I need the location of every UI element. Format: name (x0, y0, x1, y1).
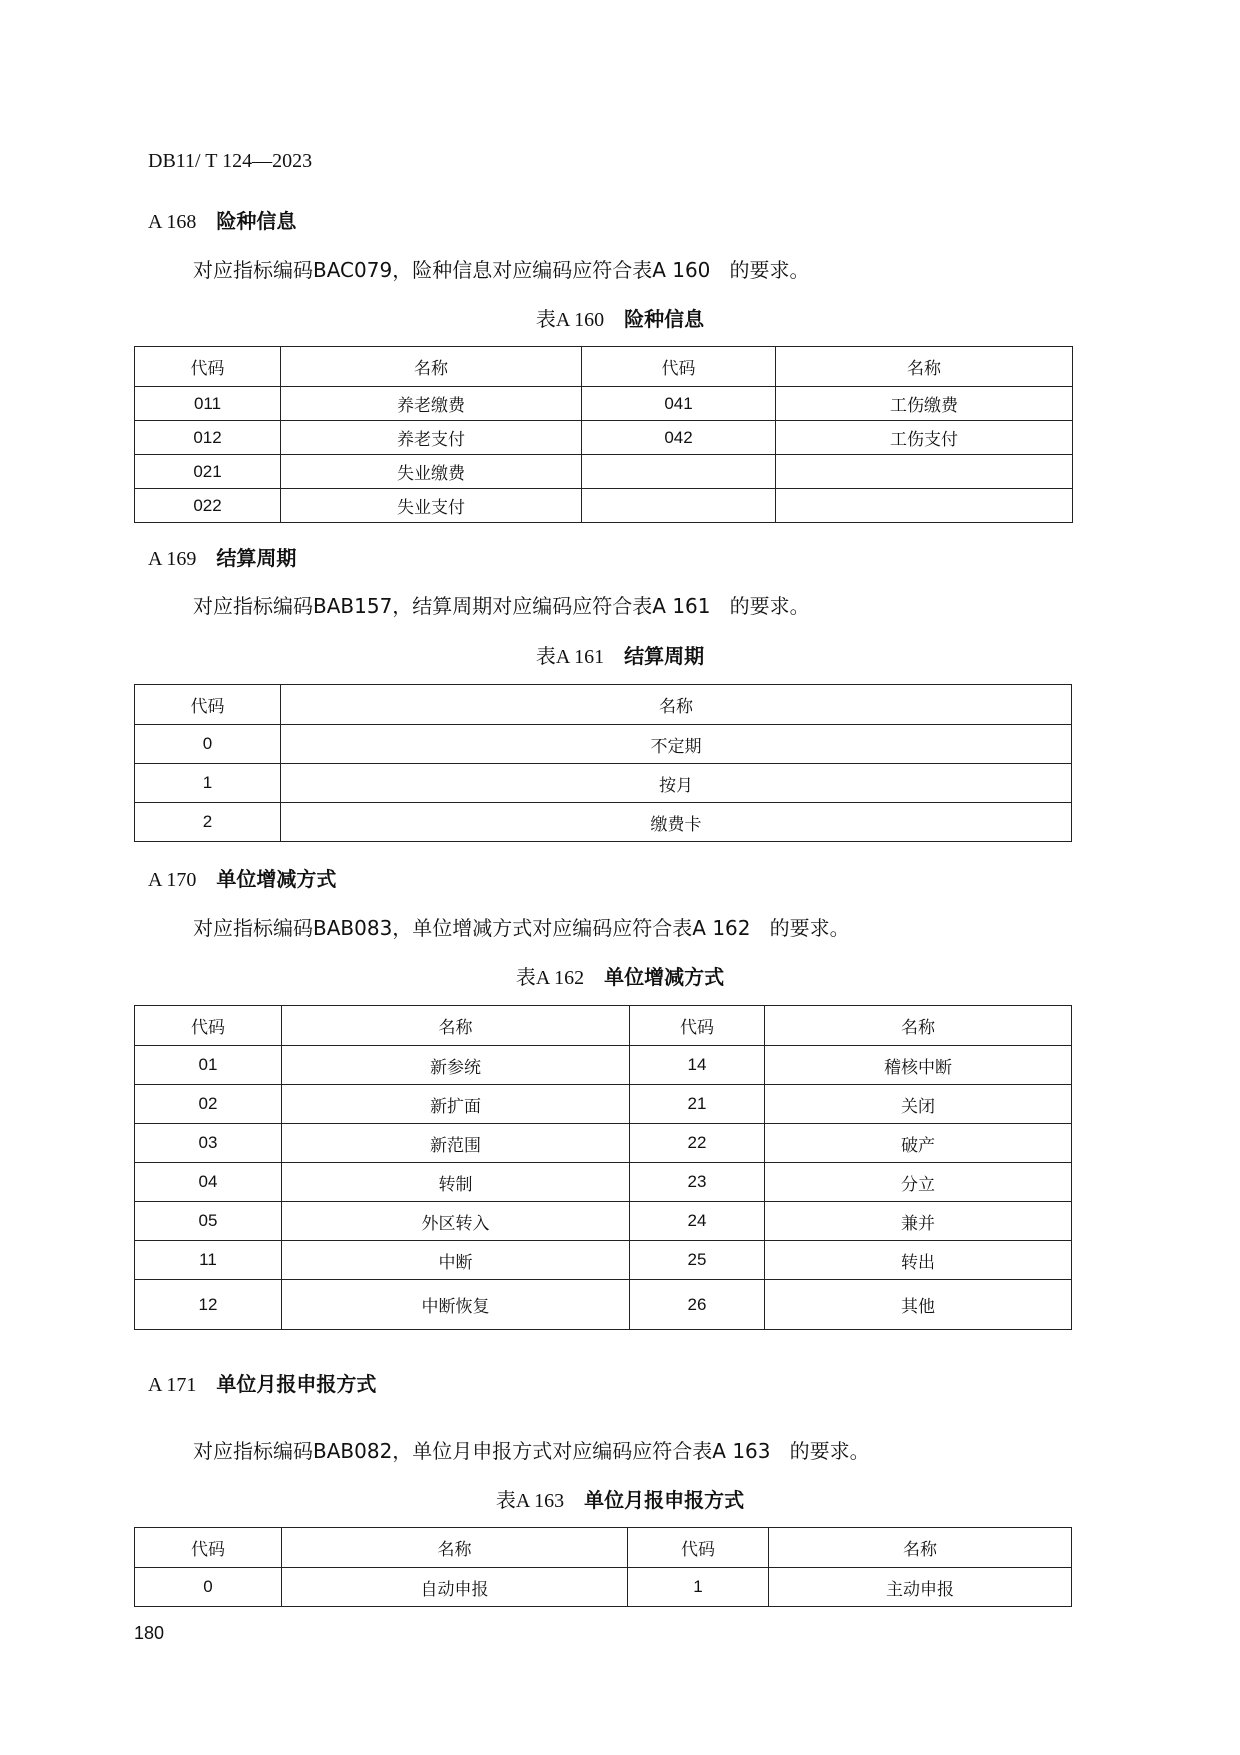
table-row (135, 387, 1073, 421)
name-cell: 按月 (281, 764, 1072, 803)
page-number: 180 (134, 1623, 165, 1643)
code-cell: 042 (582, 421, 776, 455)
header-cell: 代码 (135, 685, 281, 725)
code-cell: 12 (135, 1280, 282, 1330)
table-caption-title: 结算周期 (624, 644, 705, 668)
name-cell: 工伤支付 (776, 421, 1073, 455)
table-row (135, 1241, 1072, 1280)
code-cell: 022 (135, 489, 281, 523)
name-cell: 外区转入 (282, 1202, 630, 1241)
section-heading (148, 542, 296, 571)
table-row (135, 1124, 1072, 1163)
header-cell: 代码 (630, 1006, 765, 1046)
name-cell: 新参统 (282, 1046, 630, 1085)
table-header-row (135, 347, 1073, 387)
code-table (134, 1527, 1072, 1607)
code-cell: 26 (630, 1280, 765, 1330)
code-cell: 23 (630, 1163, 765, 1202)
table-caption-title: 单位增减方式 (604, 965, 725, 989)
code-table (134, 346, 1073, 523)
header-cell: 代码 (135, 1006, 282, 1046)
section-number: A 171 (148, 1374, 197, 1396)
table-header-row (135, 1006, 1072, 1046)
header-cell: 名称 (765, 1006, 1072, 1046)
code-cell: 24 (630, 1202, 765, 1241)
code-table (134, 684, 1072, 842)
header-cell: 名称 (281, 347, 582, 387)
section-paragraph: 对应指标编码BAB157，结算周期对应编码应符合表A 161 的要求。 (193, 594, 810, 618)
table-row (135, 1163, 1072, 1202)
name-cell: 新范围 (282, 1124, 630, 1163)
code-cell: 021 (135, 455, 281, 489)
code-cell: 1 (135, 764, 281, 803)
section-heading (148, 863, 336, 892)
header-cell: 名称 (282, 1006, 630, 1046)
name-cell: 转出 (765, 1241, 1072, 1280)
header-cell: 代码 (628, 1528, 769, 1568)
code-cell: 25 (630, 1241, 765, 1280)
code-cell (582, 489, 776, 523)
section-title: 结算周期 (216, 546, 297, 570)
code-cell: 05 (135, 1202, 282, 1241)
code-cell: 04 (135, 1163, 282, 1202)
code-cell: 02 (135, 1085, 282, 1124)
table-row (135, 1085, 1072, 1124)
name-cell: 破产 (765, 1124, 1072, 1163)
name-cell: 养老支付 (281, 421, 582, 455)
name-cell: 转制 (282, 1163, 630, 1202)
code-cell: 0 (135, 725, 281, 764)
table-row (135, 455, 1073, 489)
table-caption (0, 961, 1240, 990)
header-cell: 名称 (282, 1528, 628, 1568)
code-cell: 041 (582, 387, 776, 421)
name-cell: 稽核中断 (765, 1046, 1072, 1085)
section-heading (148, 1368, 376, 1397)
table-caption-title: 险种信息 (624, 307, 705, 331)
header-cell: 代码 (135, 1528, 282, 1568)
header-cell: 名称 (769, 1528, 1072, 1568)
header-cell: 名称 (776, 347, 1073, 387)
table-row (135, 725, 1072, 764)
table-caption-number: 表A 162 (515, 967, 585, 989)
table-row (135, 803, 1072, 842)
table-row (135, 421, 1073, 455)
code-cell: 03 (135, 1124, 282, 1163)
table-caption (0, 303, 1240, 332)
table-header-row (135, 685, 1072, 725)
name-cell (776, 489, 1073, 523)
code-cell: 14 (630, 1046, 765, 1085)
name-cell: 其他 (765, 1280, 1072, 1330)
table-row (135, 764, 1072, 803)
code-cell (582, 455, 776, 489)
section-paragraph: 对应指标编码BAC079，险种信息对应编码应符合表A 160 的要求。 (193, 258, 810, 282)
table-caption-number: 表A 161 (535, 646, 605, 668)
header-cell: 代码 (582, 347, 776, 387)
section-title: 单位月报申报方式 (216, 1372, 377, 1396)
name-cell (776, 455, 1073, 489)
table-caption (0, 640, 1240, 669)
code-cell: 2 (135, 803, 281, 842)
name-cell: 分立 (765, 1163, 1072, 1202)
name-cell: 中断恢复 (282, 1280, 630, 1330)
section-number: A 170 (148, 869, 197, 891)
table-row (135, 1202, 1072, 1241)
name-cell: 失业缴费 (281, 455, 582, 489)
code-cell: 012 (135, 421, 281, 455)
section-title: 险种信息 (216, 209, 297, 233)
section-heading (148, 205, 296, 234)
name-cell: 缴费卡 (281, 803, 1072, 842)
code-cell: 0 (135, 1568, 282, 1607)
name-cell: 新扩面 (282, 1085, 630, 1124)
header-cell: 名称 (281, 685, 1072, 725)
table-header-row (135, 1528, 1072, 1568)
table-row (135, 1568, 1072, 1607)
code-cell: 011 (135, 387, 281, 421)
name-cell: 不定期 (281, 725, 1072, 764)
header-cell: 代码 (135, 347, 281, 387)
document-id: DB11/ T 124—2023 (148, 150, 313, 172)
name-cell: 中断 (282, 1241, 630, 1280)
table-caption (0, 1484, 1240, 1513)
table-caption-number: 表A 163 (495, 1490, 565, 1512)
name-cell: 主动申报 (769, 1568, 1072, 1607)
code-cell: 21 (630, 1085, 765, 1124)
code-cell: 22 (630, 1124, 765, 1163)
section-paragraph: 对应指标编码BAB083，单位增减方式对应编码应符合表A 162 的要求。 (193, 916, 850, 940)
section-number: A 169 (148, 548, 197, 570)
name-cell: 工伤缴费 (776, 387, 1073, 421)
name-cell: 兼并 (765, 1202, 1072, 1241)
code-table (134, 1005, 1072, 1330)
section-title: 单位增减方式 (216, 867, 337, 891)
section-number: A 168 (148, 211, 197, 233)
table-caption-number: 表A 160 (535, 309, 605, 331)
table-row (135, 489, 1073, 523)
name-cell: 养老缴费 (281, 387, 582, 421)
code-cell: 01 (135, 1046, 282, 1085)
name-cell: 失业支付 (281, 489, 582, 523)
code-cell: 11 (135, 1241, 282, 1280)
table-row (135, 1280, 1072, 1330)
table-row (135, 1046, 1072, 1085)
name-cell: 关闭 (765, 1085, 1072, 1124)
table-caption-title: 单位月报申报方式 (584, 1488, 745, 1512)
name-cell: 自动申报 (282, 1568, 628, 1607)
code-cell: 1 (628, 1568, 769, 1607)
section-paragraph: 对应指标编码BAB082，单位月申报方式对应编码应符合表A 163 的要求。 (193, 1439, 870, 1463)
